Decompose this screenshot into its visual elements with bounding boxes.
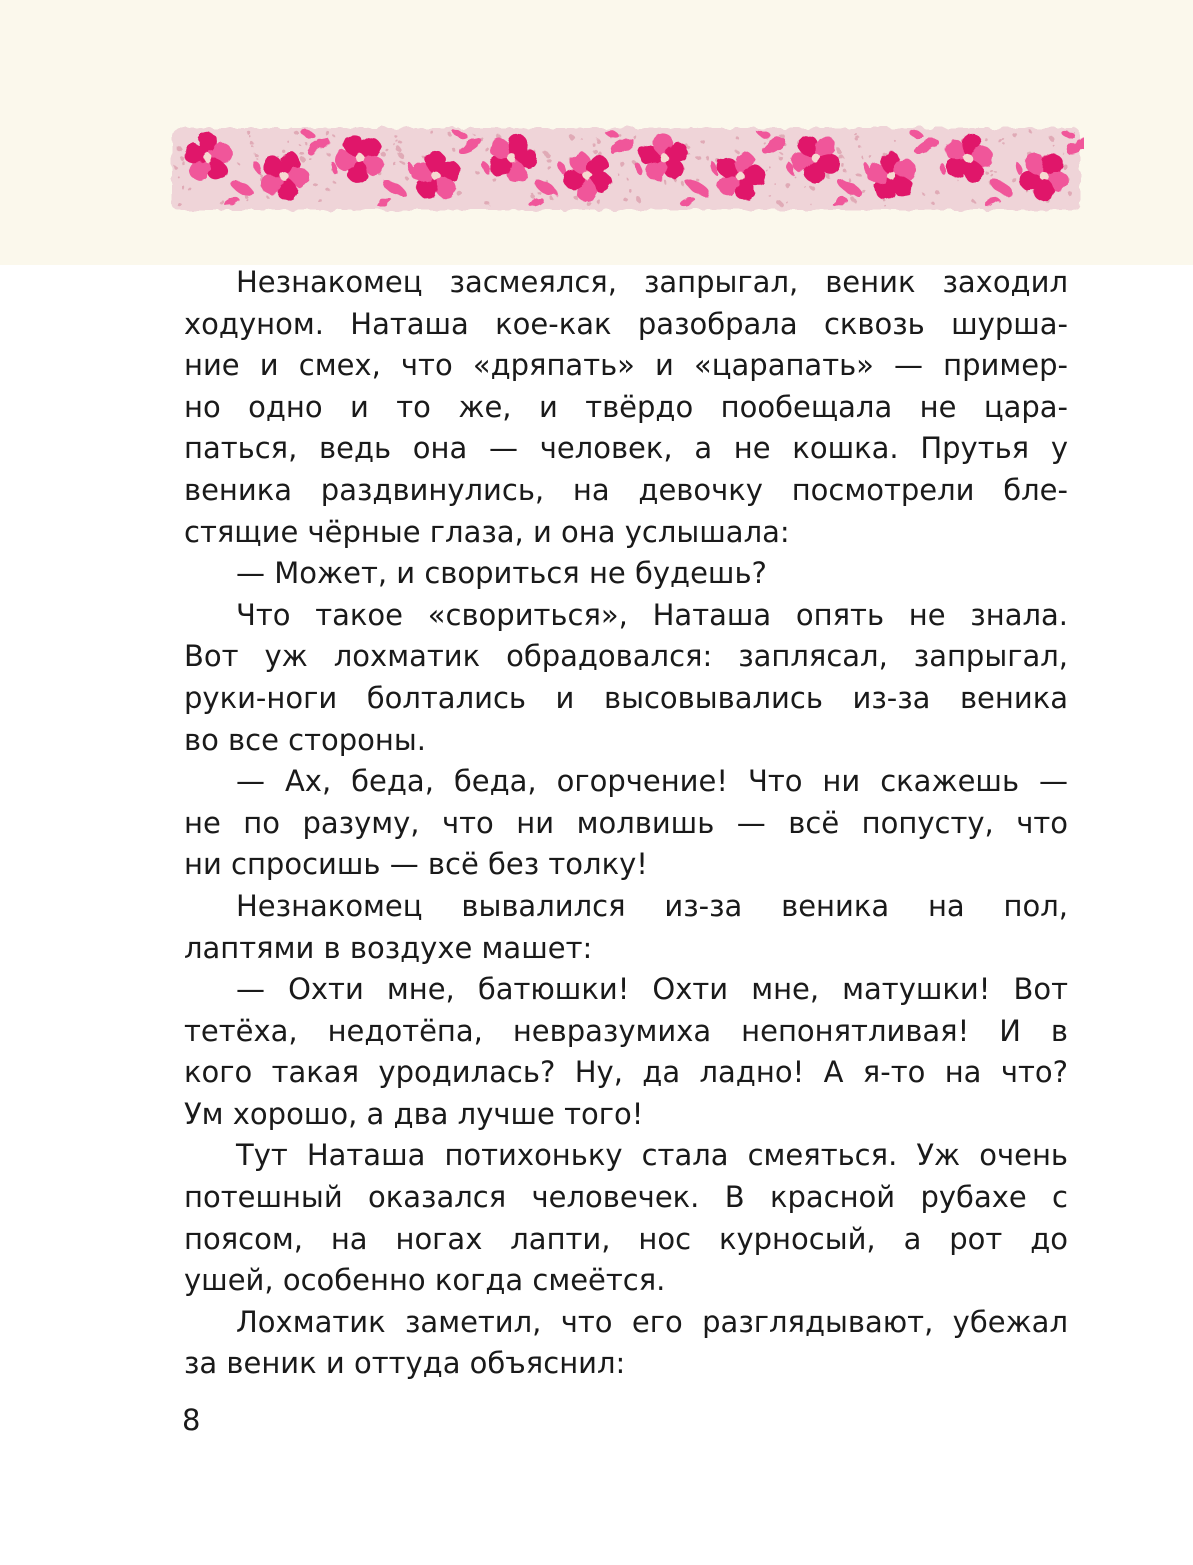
text-line: Тут Наташа потихоньку стала смеяться. Уж очень [236,1138,1068,1173]
speckle [736,137,739,140]
speckle [777,201,782,206]
speckle [681,182,685,186]
speckle [457,191,462,196]
speckle [1049,136,1054,141]
text-line: ни спросишь — всё без толку! [184,847,648,882]
text-line: Незнакомец вывалился из-за веника на пол, [236,888,1068,923]
text-line: тетёха, недотёпа, невразумиха непонятливая! И в [184,1013,1068,1048]
speckle [780,152,782,154]
speckle [859,146,862,149]
speckle [1002,138,1004,140]
speckle [398,153,403,158]
speckle [248,132,252,136]
speckle [839,155,844,160]
speckle [182,186,185,189]
speckle [1004,143,1006,145]
speckle [538,191,541,194]
speckle [494,179,498,183]
speckle [985,171,988,174]
speckle [394,163,397,166]
speckle [973,201,976,204]
speckle [696,178,699,181]
speckle [430,130,433,133]
speckle [762,141,764,143]
speckle [688,153,690,155]
speckle [448,132,452,136]
speckle [843,169,846,172]
speckle [812,187,816,191]
text-line: — Может, и свориться не будешь? [236,556,767,591]
text-line: стящие чёрные глаза, и она услышала: [184,514,790,549]
speckle [597,200,601,204]
speckle [1030,131,1033,134]
text-line: ушей, особенно когда смеётся. [184,1263,666,1298]
text-line: не по разуму, что ни молвишь — всё попусту, что [184,805,1068,840]
speckle [847,178,851,182]
speckle [397,147,402,152]
speckle [180,157,184,161]
speckle [1074,132,1076,134]
speckle [810,204,812,206]
speckle [452,148,455,151]
speckle [580,138,582,140]
speckle [334,136,336,138]
speckle [784,200,786,202]
speckle [574,195,578,199]
speckle [545,153,550,158]
speckle [476,171,480,175]
speckle [395,140,398,143]
speckle [793,175,795,177]
speckle [870,157,873,160]
speckle [1011,177,1016,182]
speckle [779,156,783,160]
speckle [825,173,830,178]
speckle [324,130,329,135]
floral-ornament-border [168,118,1084,218]
speckle [785,183,790,188]
speckle [591,142,594,145]
speckle [484,147,488,151]
speckle [570,135,575,140]
speckle [855,138,858,141]
speckle [266,196,268,198]
speckle [623,197,627,201]
speckle [318,198,322,202]
text-line: кого такая уродилась? Ну, да ладно! А я-то на что? [184,1055,1068,1090]
speckle [386,149,389,152]
speckle [300,152,304,156]
speckle [189,190,191,192]
speckle [254,153,257,156]
text-line: Незнакомец засмеялся, запрыгал, веник заходил [236,265,1068,299]
speckle [701,140,705,144]
speckle [895,141,897,143]
text-line: — Охти мне, батюшки! Охти мне, матушки! Вот [236,972,1068,1007]
text-line: лаптями в воздухе машет: [184,930,593,965]
speckle [282,149,285,152]
speckle [596,139,600,143]
speckle [586,201,591,206]
speckle [313,182,317,186]
speckle [301,158,306,163]
speckle [765,169,767,171]
speckle [325,151,328,154]
speckle [990,170,993,173]
header-band [0,0,1193,265]
speckle [985,138,988,141]
speckle [931,201,934,204]
speckle [394,134,397,137]
speckle [548,167,552,171]
speckle [735,149,738,152]
speckle [842,164,846,168]
text-line: веника раздвинулись, на девочку посмотрели бле- [184,472,1068,507]
speckle [854,132,857,135]
text-line: ходуном. Наташа кое-как разобрала сквозь шурша- [184,306,1068,341]
speckle [486,202,491,207]
speckle [861,189,865,193]
speckle [923,193,925,195]
speckle [309,157,312,160]
speckle [696,155,701,160]
speckle [1012,132,1017,137]
speckle [253,147,255,149]
text-line: но одно и то же, и твёрдо пообещала не цара- [184,389,1068,424]
speckle [237,162,239,164]
flower-center [204,154,213,163]
speckle [380,153,383,156]
speckle [1052,144,1054,146]
speckle [851,197,855,201]
speckle [251,142,254,145]
speckle [247,199,249,201]
text-line: ние и смех, что «дряпать» и «царапать» — пример- [184,348,1068,383]
speckle [633,136,637,140]
speckle [406,177,408,179]
speckle [177,146,182,151]
speckle [636,197,641,202]
page-number: 8 [182,1403,201,1437]
speckle [531,195,535,199]
speckle [629,190,632,193]
speckle [393,143,395,145]
speckle [626,178,628,180]
text-line: потешный оказался человечек. В красной рубахе с [184,1180,1068,1215]
speckle [769,195,771,197]
speckle [181,161,185,165]
speckle [1063,165,1068,170]
speckle [934,190,938,194]
text-line: паться, ведь она — человек, а не кошка. Прутья у [184,431,1068,466]
speckle [1069,193,1073,197]
speckle [547,158,551,162]
speckle [705,156,709,160]
text-line: Что такое «свориться», Наташа опять не знала. [236,597,1068,632]
speckle [1060,151,1062,153]
speckle [862,157,865,160]
speckle [991,175,994,178]
speckle [592,148,596,152]
text-line: Вот уж лохматик обрадовался: заплясал, запрыгал, [184,639,1068,674]
speckle [774,183,776,185]
text-line: Ум хорошо, а два лучше того! [184,1096,644,1131]
speckle [175,167,178,170]
text-line: Лохматик заметил, что его разглядывают, убежал [236,1304,1068,1339]
text-line: руки-ноги болтались и высовывались из-за веника [184,680,1068,715]
speckle [994,170,996,172]
speckle [400,160,403,163]
speckle [663,180,667,184]
speckle [806,188,808,190]
text-line: за веник и оттуда объяснил: [184,1346,626,1381]
speckle [473,133,475,135]
text-line: — Ах, беда, беда, огорчение! Что ни скажешь — [236,764,1068,799]
speckle [399,141,402,144]
speckle [327,189,331,193]
speckle [616,173,618,175]
speckle [219,199,224,204]
speckle [884,204,886,206]
speckle [998,139,1002,143]
speckle [286,140,288,142]
speckle [250,136,252,138]
text-line: поясом, на ногах лапти, нос курносый, а рот до [184,1221,1068,1256]
speckle [178,203,182,207]
speckle [957,180,959,182]
speckle [178,177,180,179]
speckle [294,131,298,135]
speckle [333,181,336,184]
speckle [619,135,622,138]
story-text [184,262,1068,1385]
speckle [770,167,772,169]
speckle [857,173,861,177]
speckle [550,196,554,200]
speckle [622,163,626,167]
speckle [304,142,307,145]
speckle [298,143,300,145]
speckle [837,149,842,154]
text-line: во все стороны. [184,722,426,757]
speckle [256,157,258,159]
